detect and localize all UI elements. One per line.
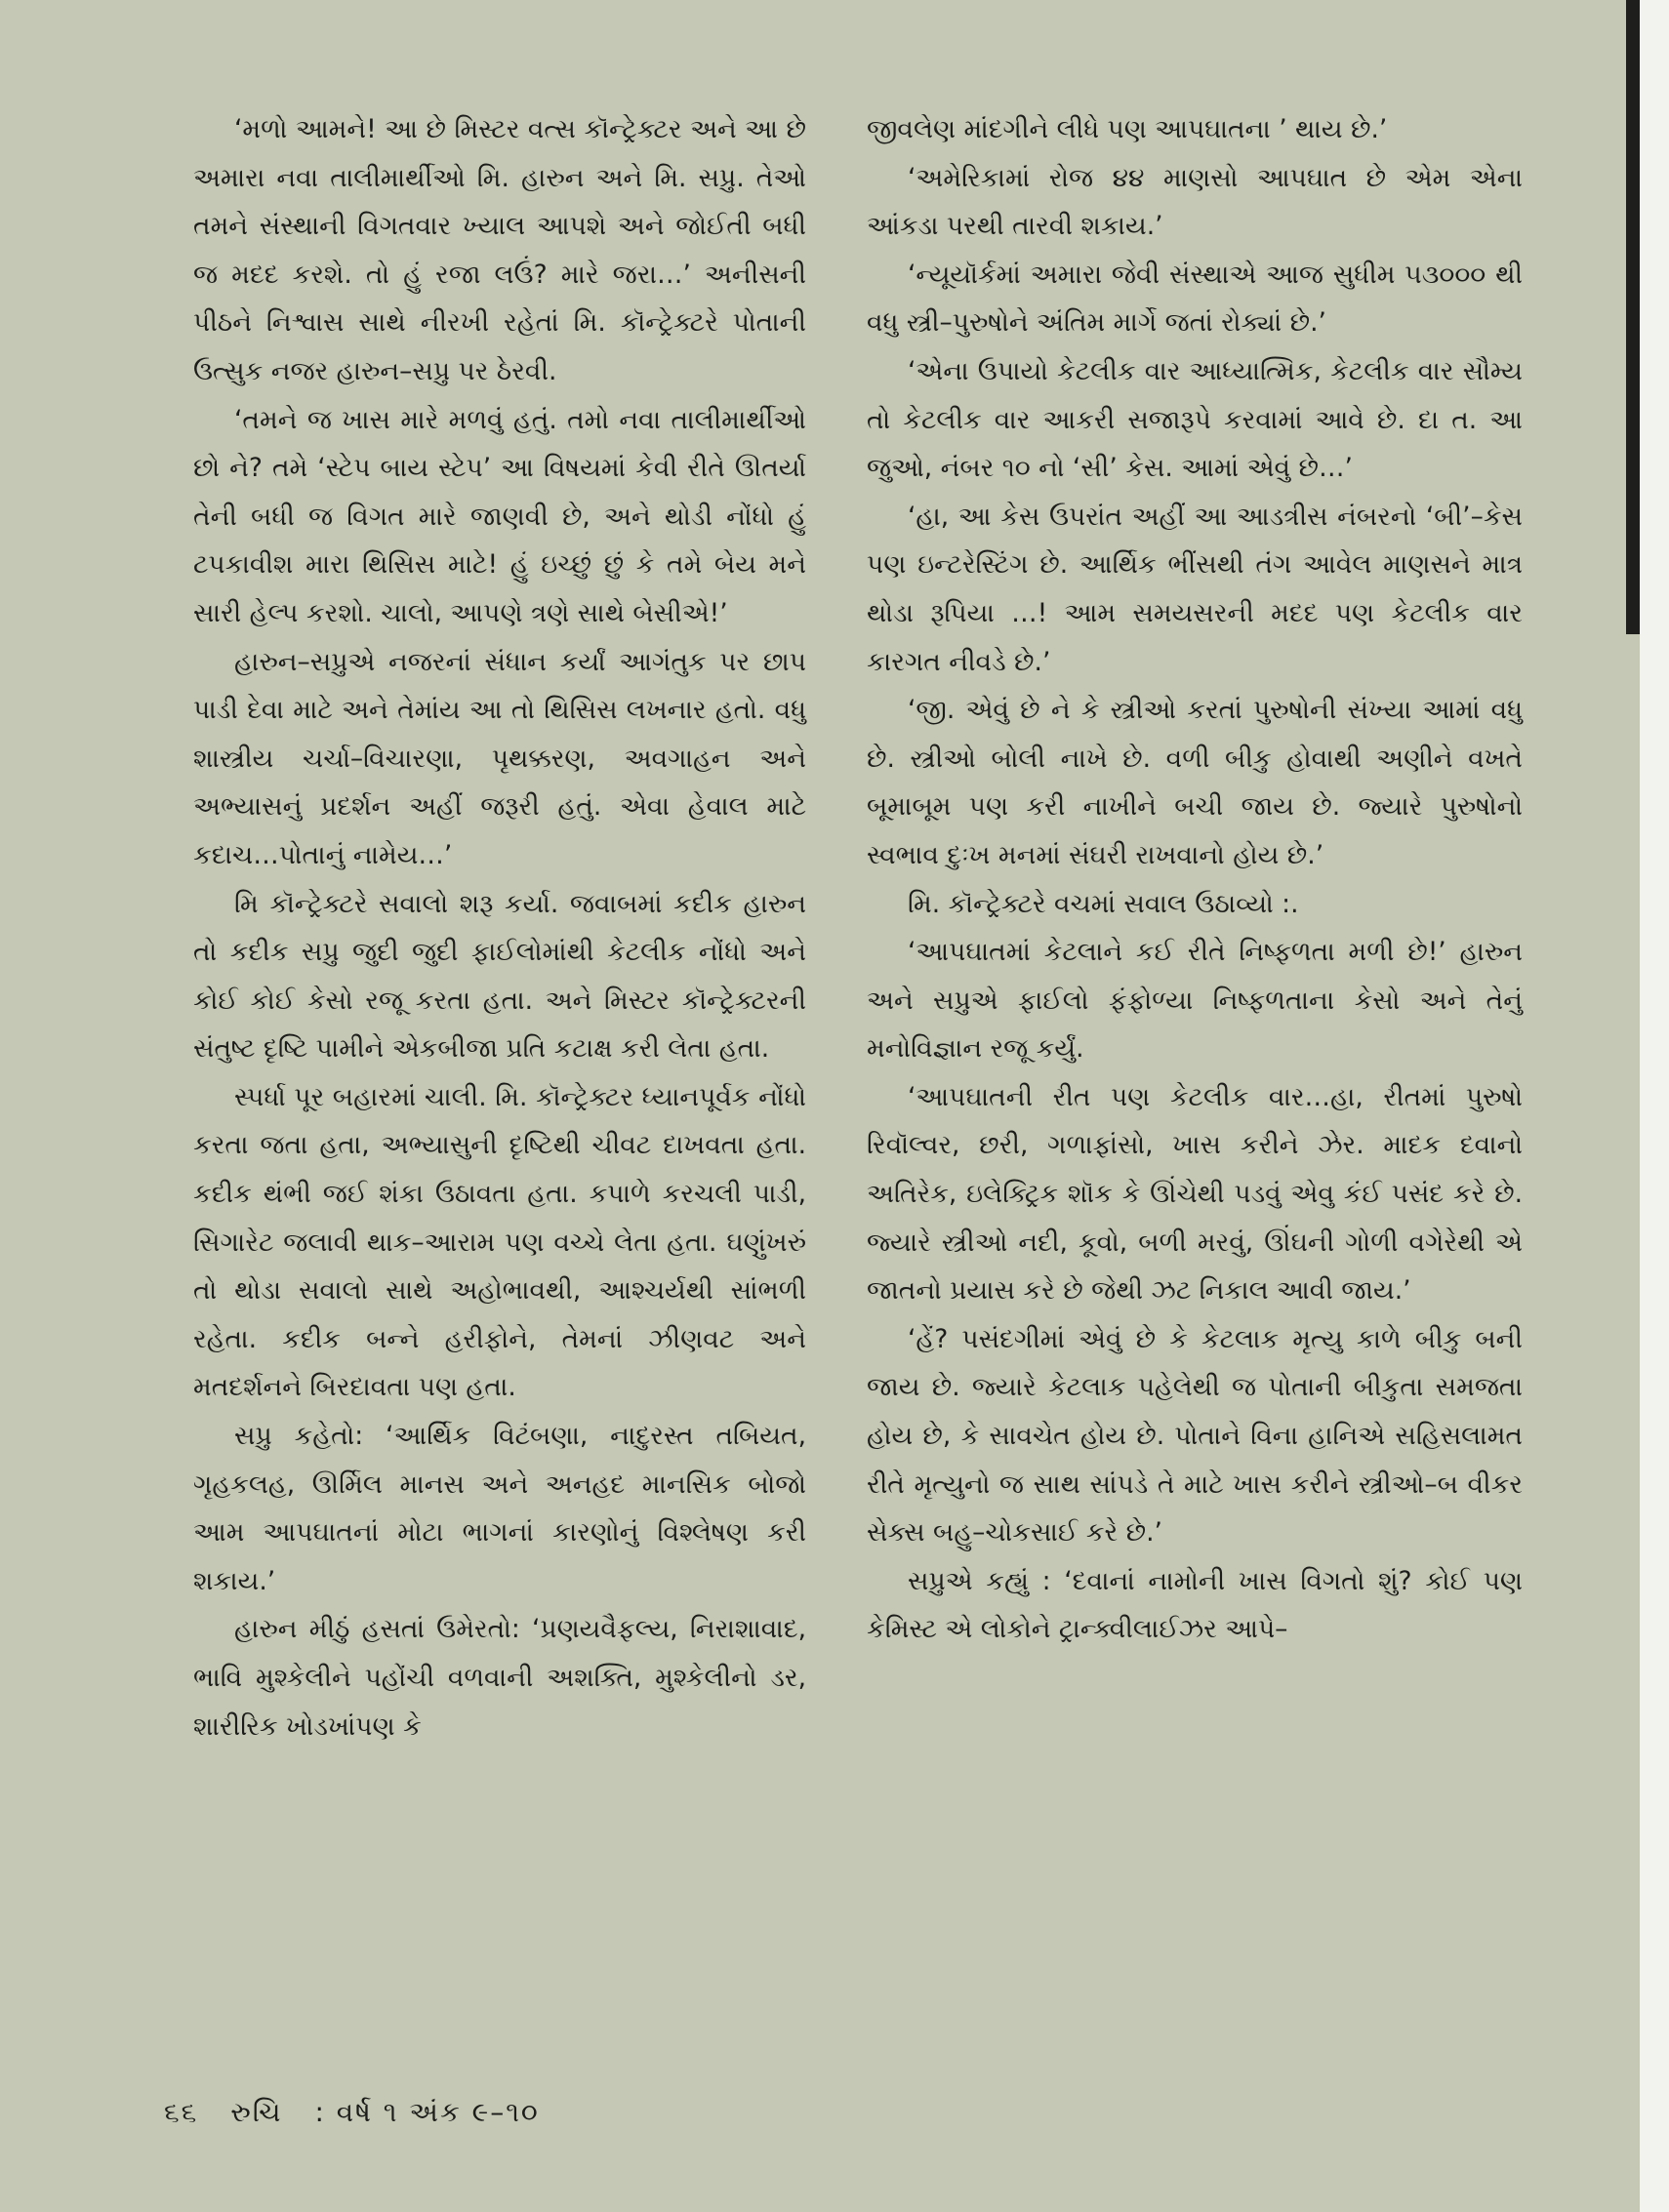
paragraph: ‘અમેરિકામાં રોજ ૪૪ માણસો આપઘાત છે એમ એના આંકડા પરથી તારવી શકાય.’ (867, 162, 1523, 242)
left-column (193, 105, 806, 1750)
issue-info: : વર્ષ ૧ અંક ૯–૧૦ (314, 2096, 540, 2128)
paragraph: સ્પર્ધા પૂર બહારમાં ચાલી. મિ. કૉન્ટ્રેક્ટર ધ્યાનપૂર્વક નોંધો કરતા જતા હતા, અભ્યાસુની દૃષ્ટિથી ચીવટ દાખવતા હતા. કદીક થંભી જઈ શંકા ઉઠાવતા હતા. કપાળે કરચલી પાડી, સિગારેટ જલાવી થાક–આરામ પણ વચ્ચે લેતા હતા. ઘણુંખરું તો થોડા સવાલો સાથે અહોભાવથી, આશ્ચર્યથી સાંભળી રહેતા. કદીક બન્ને હરીફોને, તેમનાં ઝીણવટ અને મતદર્શનને બિરદાવતા પણ હતા. (193, 1081, 806, 1403)
page-edge (1640, 0, 1669, 2212)
paragraph: મિ કૉન્ટ્રેક્ટરે સવાલો શરૂ કર્યા. જવાબમાં કદીક હારુન તો કદીક સપ્રુ જુદી જુદી ફાઈલોમાંથી કેટલીક નોંધો અને કોઈ કોઈ કેસો રજૂ કરતા હતા. અને મિસ્ટર કૉન્ટ્રેક્ટરની સંતુષ્ટ દૃષ્ટિ પામીને એકબીજા પ્રતિ કટાક્ષ કરી લેતા હતા. (193, 888, 806, 1065)
paragraph: ‘તમને જ ખાસ મારે મળવું હતું. તમો નવા તાલીમાર્થીઓ છો ને? તમે ‘સ્ટેપ બાય સ્ટેપ’ આ વિષયમાં કેવી રીતે ઊતર્યા તેની બધી જ વિગત મારે જાણવી છે, અને થોડી નોંધો હું ટપકાવીશ મારા થિસિસ માટે! હું ઇચ્છું છું કે તમે બેય મને સારી હેલ્પ કરશો. ચાલો, આપણે ત્રણે સાથે બેસીએ!’ (193, 404, 806, 628)
right-column (867, 105, 1523, 1654)
paragraph: ‘એના ઉપાયો કેટલીક વાર આધ્યાત્મિક, કેટલીક વાર સૌમ્ય તો કેટલીક વાર આકરી સજારૂપે કરવામાં આવે છે. દા ત. આ જુઓ, નંબર ૧૦ નો ‘સી’ કેસ. આમાં એવું છે…’ (867, 355, 1523, 484)
page-footer (164, 2096, 561, 2129)
paragraph: ‘હા, આ કેસ ઉપરાંત અહીં આ આડત્રીસ નંબરનો ‘બી’–કેસ પણ ઇન્ટરેસ્ટિંગ છે. આર્થિક ભીંસથી તંગ આવેલ માણસને માત્ર થોડા રૂપિયા …! આમ સમયસરની મદદ પણ કેટલીક વાર કારગત નીવડે છે.’ (867, 501, 1523, 677)
page-number: ૬૬ (164, 2096, 199, 2128)
paragraph: ‘જી. એવું છે ને કે સ્ત્રીઓ કરતાં પુરુષોની સંખ્યા આમાં વધુ છે. સ્ત્રીઓ બોલી નાખે છે. વળી બીકુ હોવાથી અણીને વખતે બૂમાબૂમ પણ કરી નાખીને બચી જાય છે. જ્યારે પુરુષોનો સ્વભાવ દુઃખ મનમાં સંઘરી રાખવાનો હોય છે.’ (867, 695, 1523, 870)
paragraph: ‘આપઘાતમાં કેટલાને કઈ રીતે નિષ્ફળતા મળી છે!’ હારુન અને સપ્રુએ ફાઈલો ફંફોળ્યા નિષ્ફળતાના કેસો અને તેનું મનોવિજ્ઞાન રજૂ કર્યું. (867, 937, 1523, 1065)
paragraph: સપ્રુએ કહ્યું : ‘દવાનાં નામોની ખાસ વિગતો શું? કોઈ પણ કેમિસ્ટ એ લોકોને ટ્રાન્ક્વીલાઈઝર આપે– (867, 1565, 1523, 1645)
magazine-name: રુચિ (230, 2096, 283, 2128)
paragraph: ‘મળો આમને! આ છે મિસ્ટર વત્સ કૉન્ટ્રેક્ટર અને આ છે અમારા નવા તાલીમાર્થીઓ મિ. હારુન અને મિ. સપ્રુ. તેઓ તમને સંસ્થાની વિગતવાર ખ્યાલ આપશે અને જોઈતી બધી જ મદદ કરશે. તો હું રજા લઉં? મારે જરા…’ અનીસની પીઠને નિશ્વાસ સાથે નીરખી રહેતાં મિ. કૉન્ટ્રેક્ટરે પોતાની ઉત્સુક નજર હારુન–સપ્રુ પર ઠેરવી. (193, 114, 806, 386)
paragraph: મિ. કૉન્ટ્રેક્ટરે વચમાં સવાલ ઉઠાવ્યો :. (908, 888, 1299, 919)
binding-shadow (1626, 0, 1640, 634)
paragraph: ‘હેં? પસંદગીમાં એવું છે કે કેટલાક મૃત્યુ કાળે બીકુ બની જાય છે. જ્યારે કેટલાક પહેલેથી જ પોતાની બીકુતા સમજતા હોય છે, કે સાવચેત હોય છે. પોતાને વિના હાનિએ સહિસલામત રીતે મૃત્યુનો જ સાથ સાંપડે તે માટે ખાસ કરીને સ્ત્રીઓ–બ વીકર સેક્સ બહુ–ચોકસાઈ કરે છે.’ (867, 1323, 1523, 1548)
paragraph: ‘આપઘાતની રીત પણ કેટલીક વાર…હા, રીતમાં પુરુષો રિવૉલ્વર, છરી, ગળાફાંસો, ખાસ કરીને ઝેર. માદક દવાનો અતિરેક, ઇલેક્ટ્રિક શૉક કે ઊંચેથી પડવું એવુ કંઈ પસંદ કરે છે. જ્યારે સ્ત્રીઓ નદી, કૂવો, બળી મરવું, ઊંઘની ગોળી વગેરેથી એ જાતનો પ્રયાસ કરે છે જેથી ઝટ નિકાલ આવી જાય.’ (867, 1081, 1523, 1307)
paragraph: હારુન મીઠું હસતાં ઉમેરતો: ‘પ્રણયવૈફલ્ય, નિરાશાવાદ, ભાવિ મુશ્કેલીને પહોંચી વળવાની અશક્તિ, મુશ્કેલીનો ડર, શારીરિક ખોડખાંપણ કે (193, 1614, 806, 1742)
paragraph: સપ્રુ કહેતો: ‘આર્થિક વિટંબણા, નાદુરસ્ત તબિયત, ગૃહકલહ, ઊર્મિલ માનસ અને અનહદ માનસિક બોજો આમ આપઘાતનાં મોટા ભાગનાં કારણોનું વિશ્લેષણ કરી શકાય.’ (193, 1421, 806, 1596)
paragraph: ‘ન્યૂયૉર્કમાં અમારા જેવી સંસ્થાએ આજ સુધીમ ૫૩૦૦૦ થી વધુ સ્ત્રી–પુરુષોને અંતિમ માર્ગે જતાં રોક્યાં છે.’ (867, 259, 1523, 339)
paragraph: જીવલેણ માંદગીને લીધે પણ આપઘાતના ’ થાય છે.’ (867, 114, 1388, 144)
paragraph: હારુન–સપ્રુએ નજરનાં સંધાન કર્યાં આગંતુક પર છાપ પાડી દેવા માટે અને તેમાંય આ તો થિસિસ લખનાર હતો. વધુ શાસ્ત્રીય ચર્ચા–વિચારણા, પૃથક્કરણ, અવગાહન અને અભ્યાસનું પ્રદર્શન અહીં જરૂરી હતું. એવા હેવાલ માટે કદાચ…પોતાનું નામેય…’ (193, 646, 806, 870)
